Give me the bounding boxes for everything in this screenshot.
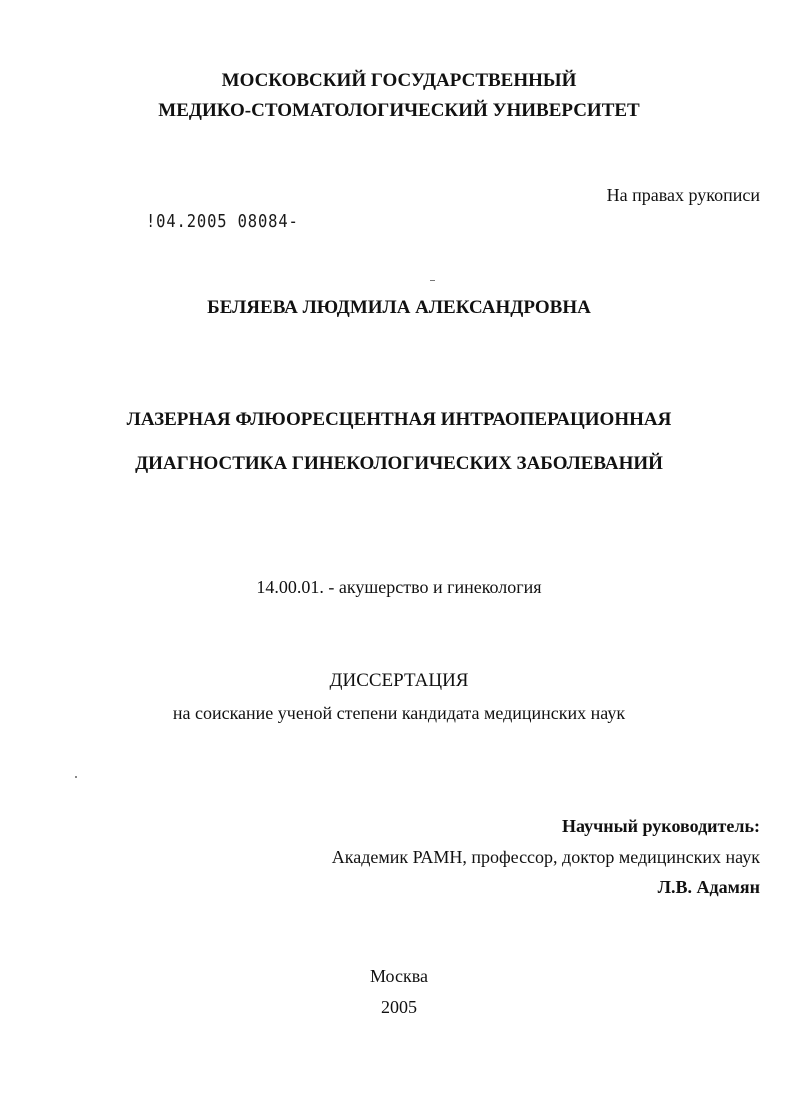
dissertation-title-line-1: ЛАЗЕРНАЯ ФЛЮОРЕСЦЕНТНАЯ ИНТРАОПЕРАЦИОННАЯ [126, 409, 672, 430]
dissertation-title-line-2: ДИАГНОСТИКА ГИНЕКОЛОГИЧЕСКИХ ЗАБОЛЕВАНИЙ [135, 453, 663, 474]
year: 2005 [381, 997, 417, 1017]
supervisor-name: Л.В. Адамян [657, 877, 760, 897]
scan-speck [75, 776, 77, 778]
supervisor-credentials: Академик РАМН, профессор, доктор медицинских наук [331, 847, 760, 867]
scan-speck [430, 280, 435, 281]
supervisor-heading: Научный руководитель: [562, 816, 760, 836]
manuscript-rights-note: На правах рукописи [606, 185, 760, 205]
document-type: ДИССЕРТАЦИЯ [329, 670, 469, 691]
city: Москва [370, 966, 428, 986]
university-name-line-2: МЕДИКО-СТОМАТОЛОГИЧЕСКИЙ УНИВЕРСИТЕТ [158, 100, 640, 121]
registration-stamp: !04.2005 08084- [146, 211, 299, 232]
university-name-line-1: МОСКОВСКИЙ ГОСУДАРСТВЕННЫЙ [221, 70, 577, 91]
specialty-code: 14.00.01. - акушерство и гинекология [256, 577, 542, 597]
author-name: БЕЛЯЕВА ЛЮДМИЛА АЛЕКСАНДРОВНА [207, 297, 591, 318]
degree-purpose: на соискание ученой степени кандидата медицинских наук [172, 703, 626, 723]
